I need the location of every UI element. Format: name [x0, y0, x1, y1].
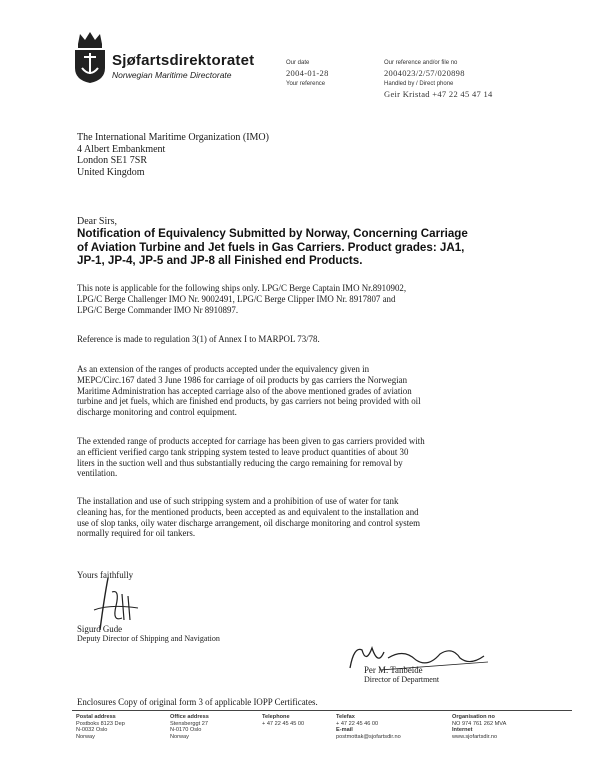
salutation: Dear Sirs, — [77, 216, 117, 227]
our-date: 2004-01-28 — [286, 68, 329, 78]
footer-label: Organisation no — [452, 714, 495, 720]
paragraph-line: Maritime Administration has accepted carriage also of the above mentioned grades of aviation — [77, 385, 412, 396]
heading-line: of Aviation Turbine and Jet fuels in Gas Carriers. Product grades: JA1, — [77, 240, 465, 254]
paragraph-line: discharge monitoring and control equipment. — [77, 407, 237, 418]
footer-value: N-0170 Oslo — [170, 727, 202, 734]
paragraph-line: The extended range of products accepted for carriage has been given to gas carriers provided with — [77, 436, 425, 446]
paragraph-line: This note is applicable for the following ships only. LPG/C Berge Captain IMO Nr.8910902, — [77, 283, 407, 293]
paragraph-ships — [77, 283, 406, 315]
heading-line: Notification of Equivalency Submitted by Norway, Concerning Carriage — [77, 227, 468, 240]
paragraph-line: cleaning has, for the mentioned products, been accepted as and equivalent to the installation and — [77, 506, 419, 517]
footer-office — [170, 714, 209, 740]
paragraph-line: an efficient verified cargo tank stripping system tested to leave product quantities of about 30 — [77, 446, 409, 457]
footer-value: Stensberggt 27 — [170, 720, 208, 727]
footer-label: Office address — [170, 714, 209, 720]
our-reference: 2004023/2/57/020898 — [384, 68, 465, 78]
footer-label: E-mail — [336, 727, 353, 734]
our-date-label: Our date — [286, 60, 310, 66]
footer-label: Telefax — [336, 714, 355, 720]
footer-postal — [76, 714, 125, 740]
paragraph-line: turbine and jet fuels, which are finished end products, by gas carriers not being provided with oil — [77, 396, 421, 407]
paragraph-line: LPG/C Berge Commander IMO Nr 8910897. — [77, 304, 239, 315]
crown-anchor-emblem-icon — [72, 30, 108, 84]
paragraph-stripping — [77, 436, 425, 479]
footer-value: + 47 22 45 46 00 — [336, 720, 379, 727]
paragraph-line: ventilation. — [77, 468, 118, 479]
handled-by: Geir Kristad +47 22 45 47 14 — [384, 89, 493, 99]
your-reference-label: Your reference — [286, 81, 326, 87]
signer-name: Sigurd Gude — [77, 624, 123, 634]
footer-label: Telephone — [262, 714, 290, 720]
paragraph-extension — [77, 364, 421, 418]
footer-telefax — [336, 714, 401, 740]
recipient-line: 4 Albert Embankment — [77, 143, 166, 155]
handled-by-label: Handled by / Direct phone — [384, 81, 454, 87]
recipient-address — [77, 132, 269, 178]
directorate-logo — [72, 30, 108, 84]
directorate-subtitle: Norwegian Maritime Directorate — [112, 70, 232, 80]
heading-line: JP-1, JP-4, JP-5 and JP-8 all Finished end Products. — [77, 254, 363, 267]
paragraph-line: liters in the suction well and thus substantially reducing the cargo remaining for removal by — [77, 457, 403, 468]
our-reference-label: Our reference and/or file no — [384, 60, 458, 66]
footer-value: NO 974 761 262 MVA — [452, 720, 507, 727]
signer-title: Deputy Director of Shipping and Navigation — [77, 634, 220, 643]
letter-heading — [77, 227, 597, 268]
footer-value: Norway — [76, 733, 95, 740]
paragraph-line: LPG/C Berge Challenger IMO Nr. 9002491, LPG/C Berge Clipper IMO Nr. 8917807 and — [77, 293, 396, 304]
closing-phrase: Yours faithfully — [77, 570, 134, 580]
paragraph-line: normally required for oil tankers. — [77, 528, 196, 539]
footer-value: + 47 22 45 45 00 — [262, 720, 305, 727]
signer-name-2: Per M. Tanbeide — [364, 665, 423, 675]
footer-label: Internet — [452, 727, 473, 734]
signer-title-2: Director of Department — [364, 675, 440, 684]
footer-value: Postboks 8123 Dep — [76, 720, 125, 727]
footer-value: www.sjofartsdir.no — [452, 733, 498, 740]
paragraph-line: As an extension of the ranges of products accepted under the equivalency given in — [77, 364, 370, 374]
paragraph-reference: Reference is made to regulation 3(1) of Annex I to MARPOL 73/78. — [77, 334, 320, 344]
footer-value: N-0032 Oslo — [76, 727, 108, 734]
recipient-line: London SE1 7SR — [77, 155, 148, 166]
footer-telephone — [262, 714, 304, 727]
recipient-line: United Kingdom — [77, 166, 145, 178]
directorate-name: Sjøfartsdirektoratet — [112, 52, 255, 69]
paragraph-installation — [77, 496, 420, 539]
enclosures: Enclosures Copy of original form 3 of applicable IOPP Certificates. — [77, 697, 318, 707]
paragraph-line: MEPC/Circ.167 dated 3 June 1986 for carriage of oil products by gas carriers the Norwegian — [77, 374, 408, 385]
paragraph-line: The installation and use of such stripping system and a prohibition of use of water for tank — [77, 496, 399, 506]
paragraph-line: use of slop tanks, oily water discharge arrangement, oil discharge monitoring and control system — [77, 517, 421, 528]
footer-divider — [72, 710, 572, 711]
footer-label: Postal address — [76, 714, 116, 720]
recipient-line: The International Maritime Organization (IMO) — [77, 132, 269, 143]
footer-value: postmottak@sjofartsdir.no — [336, 733, 401, 740]
footer-organisation — [452, 714, 506, 740]
footer-value: Norway — [170, 733, 189, 740]
